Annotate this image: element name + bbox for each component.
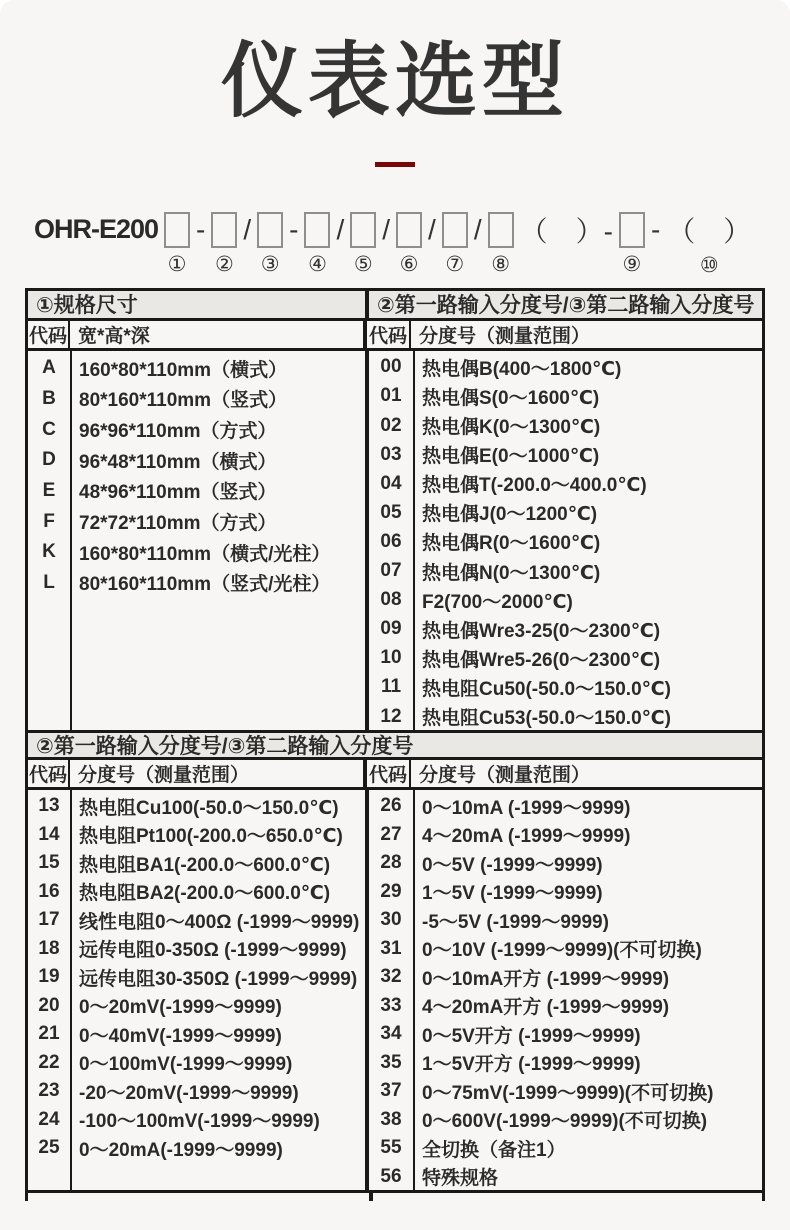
- model-code-box: [650, 211, 661, 249]
- table-row: [369, 877, 762, 906]
- model-code-token: [304, 211, 330, 277]
- table-row: [369, 586, 762, 615]
- table-row: [28, 934, 365, 963]
- model-code-token: [242, 211, 252, 278]
- row-desc: 0～10mA (-1999～9999): [422, 797, 631, 819]
- model-code-box: [442, 212, 468, 248]
- row-desc: 热电阻BA1(-200.0～600.0℃): [79, 854, 331, 876]
- model-code-box: [488, 212, 514, 248]
- row-code: 22: [38, 1051, 60, 1073]
- model-code-box: [666, 211, 752, 249]
- model-code-token: [211, 211, 237, 277]
- page-title: 仪表选型: [220, 36, 569, 127]
- table-row: [28, 792, 365, 821]
- row-desc: 160*80*110mm（横式）: [79, 359, 288, 381]
- row-code: 28: [380, 852, 402, 874]
- column-header-code: 代码: [367, 760, 411, 787]
- row-desc: 96*48*110mm（横式）: [79, 451, 277, 473]
- section2-column-header-row: [28, 760, 762, 790]
- row-desc: 0～20mA(-1999～9999): [79, 1139, 283, 1161]
- row-desc: 热电偶E(0～1000℃): [422, 446, 600, 468]
- row-code: 38: [380, 1108, 402, 1130]
- model-code-token: [195, 211, 206, 278]
- row-code: 55: [380, 1137, 402, 1159]
- table-row: [369, 1134, 762, 1163]
- column-divider: [70, 351, 72, 730]
- table-row: [28, 506, 365, 537]
- model-code-separator: /: [382, 213, 391, 245]
- row-desc: 80*160*110mm（竖式/光柱）: [79, 574, 331, 596]
- row-desc: 热电偶Wre5-26(0～2300℃): [422, 649, 661, 671]
- column-header-code: 代码: [367, 321, 411, 348]
- title-accent-dash: [375, 162, 415, 167]
- table-row: [369, 673, 762, 702]
- row-code: 16: [38, 880, 60, 902]
- model-code-token: [473, 211, 483, 278]
- table-row: [28, 1020, 365, 1049]
- row-desc: 热电阻Cu53(-50.0～150.0℃): [422, 708, 671, 729]
- column-header-size: 宽*高*深: [70, 321, 367, 348]
- row-code: 19: [38, 966, 60, 988]
- row-code: L: [43, 571, 55, 593]
- row-desc: 0～5V (-1999～9999): [422, 854, 603, 876]
- model-position-index: ⑨: [622, 252, 642, 276]
- table-row: [28, 445, 365, 476]
- table-row: [28, 877, 365, 906]
- row-desc: 0～20mV(-1999～9999): [79, 997, 282, 1019]
- row-code: 32: [380, 966, 402, 988]
- row-code: 03: [380, 443, 402, 465]
- row-code: 31: [380, 937, 402, 959]
- row-code: 33: [380, 994, 402, 1016]
- model-prefix: OHR-E200: [34, 214, 159, 245]
- row-desc: 热电偶B(400～1800℃): [422, 358, 622, 380]
- model-code-box: [396, 212, 422, 248]
- section1-right-header: ②第一路输入分度号/③第二路输入分度号: [377, 294, 755, 318]
- row-desc: 80*160*110mm（竖式）: [79, 390, 288, 412]
- next-section-border-stub: [762, 1193, 765, 1201]
- model-code-box: [304, 212, 330, 248]
- row-code: 17: [38, 909, 60, 931]
- row-code: 02: [380, 414, 402, 436]
- table-row: [28, 1134, 365, 1163]
- model-code-box: [473, 211, 483, 249]
- selection-table: [25, 288, 765, 1193]
- section1-column-header-row: [28, 321, 762, 351]
- table-row: [369, 1162, 762, 1190]
- row-desc: -20～20mV(-1999～9999): [79, 1082, 299, 1104]
- row-desc: 4～20mA开方 (-1999～9999): [422, 997, 670, 1019]
- row-code: 04: [380, 472, 402, 494]
- table-row: [369, 440, 762, 469]
- row-desc: F2(700～2000℃): [422, 591, 573, 613]
- row-code: 25: [38, 1137, 60, 1159]
- section2-body: [28, 790, 762, 1190]
- table-row: [369, 1020, 762, 1049]
- row-desc: 热电阻BA2(-200.0～600.0℃): [79, 883, 331, 905]
- row-desc: 0～40mV(-1999～9999): [79, 1025, 282, 1047]
- section1-right-pane: [369, 351, 762, 730]
- section1-body: [28, 351, 762, 730]
- row-desc: 热电偶S(0～1600℃): [422, 387, 600, 409]
- row-desc: 热电偶Wre3-25(0～2300℃): [422, 620, 661, 642]
- section1-left-pane: [28, 351, 369, 730]
- model-code-token: [650, 211, 661, 278]
- table-row: [369, 353, 762, 382]
- row-desc: 热电偶T(-200.0～400.0℃): [422, 475, 647, 497]
- model-code-separator: /: [336, 213, 345, 245]
- row-desc: 热电阻Cu50(-50.0～150.0℃): [422, 678, 671, 700]
- model-position-index: ⑧: [491, 252, 511, 276]
- model-position-index: ④: [308, 252, 327, 276]
- row-desc: 1～5V开方 (-1999～9999): [422, 1054, 641, 1076]
- table-row: [369, 615, 762, 644]
- row-desc: -100～100mV(-1999～9999): [79, 1111, 320, 1133]
- next-section-stub: [25, 1193, 765, 1201]
- table-row: [369, 527, 762, 556]
- model-code-token: [381, 211, 391, 278]
- column-divider: [413, 790, 415, 1190]
- model-position-index: ⑥: [399, 252, 419, 276]
- table-row: [369, 644, 762, 673]
- table-row: [369, 469, 762, 498]
- model-code-box: [211, 212, 237, 248]
- model-code-box: [619, 212, 645, 248]
- table-row: [369, 1077, 762, 1106]
- row-desc: 72*72*110mm（方式）: [79, 513, 277, 535]
- row-code: 21: [38, 1023, 60, 1045]
- model-code-separator: -: [650, 213, 661, 245]
- row-code: 20: [38, 994, 60, 1016]
- row-code: D: [42, 449, 56, 471]
- row-code: 07: [380, 560, 402, 582]
- model-code-token: [257, 211, 283, 277]
- row-code: E: [42, 479, 56, 501]
- table-row: [28, 991, 365, 1020]
- model-code-separator: /: [243, 213, 252, 245]
- row-code: K: [42, 541, 56, 563]
- row-code: 05: [380, 501, 402, 523]
- model-position-index: ⑩: [699, 253, 719, 277]
- model-code-token: [396, 211, 422, 277]
- table-row: [369, 702, 762, 730]
- model-code-box: [335, 211, 345, 249]
- row-desc: 热电偶J(0～1200℃): [422, 504, 598, 526]
- section2-header: ②第一路输入分度号/③第二路输入分度号: [36, 734, 414, 757]
- model-code-separator: /: [473, 213, 482, 245]
- model-code-token: [666, 211, 752, 278]
- row-desc: 远传电阻30-350Ω (-1999～9999): [79, 968, 358, 990]
- row-desc: 热电偶K(0～1300℃): [422, 417, 601, 439]
- model-code-box: [381, 211, 391, 249]
- model-code-tokens: [164, 211, 752, 278]
- column-header-range: 分度号（测量范围）: [419, 325, 591, 347]
- model-code-separator: -: [196, 213, 206, 245]
- model-position-index: ⑤: [353, 252, 373, 276]
- table-row: [28, 384, 365, 415]
- table-row: [369, 991, 762, 1020]
- model-code-token: [350, 211, 376, 277]
- table-row: [369, 934, 762, 963]
- table-row: [28, 1105, 365, 1134]
- section1-header-row: [28, 291, 762, 321]
- row-desc: 远传电阻0-350Ω (-1999～9999): [79, 940, 347, 962]
- row-desc: 0～5V开方 (-1999～9999): [422, 1025, 641, 1047]
- model-code-token: [164, 211, 190, 277]
- model-code-token: [427, 211, 437, 278]
- row-code: 14: [38, 823, 60, 845]
- row-code: C: [42, 418, 56, 440]
- row-desc: 热电阻Cu100(-50.0～150.0℃): [79, 797, 339, 819]
- row-desc: 热电阻Pt100(-200.0～650.0℃): [79, 826, 343, 848]
- model-code-separator: /: [428, 213, 436, 245]
- row-desc: 96*96*110mm（方式）: [79, 421, 277, 443]
- column-divider: [70, 790, 72, 1190]
- row-desc: -5～5V (-1999～9999): [422, 911, 609, 933]
- table-row: [28, 963, 365, 992]
- table-row: [28, 820, 365, 849]
- row-desc: 1～5V (-1999～9999): [422, 883, 603, 905]
- row-desc: 160*80*110mm（横式/光柱）: [79, 543, 331, 565]
- table-row: [369, 820, 762, 849]
- row-code: 11: [380, 676, 402, 698]
- model-code-separator: （ ）-: [519, 215, 613, 247]
- model-position-index: ③: [260, 252, 280, 276]
- table-row: [28, 906, 365, 935]
- table-row: [28, 476, 365, 507]
- model-position-index: ②: [214, 252, 234, 276]
- row-code: 56: [380, 1165, 402, 1187]
- row-code: 26: [380, 795, 402, 817]
- row-code: B: [42, 387, 56, 409]
- row-desc: 热电偶N(0～1300℃): [422, 562, 601, 584]
- model-code-token: [288, 211, 299, 278]
- model-code-box: [288, 211, 299, 249]
- model-position-index: ⑦: [445, 252, 465, 276]
- column-divider: [413, 351, 415, 730]
- table-row: [369, 849, 762, 878]
- row-code: 37: [380, 1080, 402, 1102]
- row-desc: 0～10V (-1999～9999)(不可切换): [422, 940, 702, 962]
- table-row: [28, 1048, 365, 1077]
- table-row: [369, 382, 762, 411]
- row-code: 30: [380, 909, 402, 931]
- section1-left-header: ①规格尺寸: [28, 291, 369, 318]
- row-code: A: [42, 357, 56, 379]
- row-desc: 0～10mA开方 (-1999～9999): [422, 968, 670, 990]
- row-code: 35: [380, 1051, 402, 1073]
- next-section-border-stub: [25, 1193, 28, 1201]
- row-desc: 线性电阻0～400Ω (-1999～9999): [79, 911, 360, 933]
- column-header-code: 代码: [28, 760, 70, 787]
- row-code: 23: [38, 1080, 60, 1102]
- row-desc: 0～600V(-1999～9999)(不可切换): [422, 1111, 708, 1133]
- row-desc: 4～20mA (-1999～9999): [422, 826, 631, 848]
- column-header-range: 分度号（测量范围）: [419, 764, 591, 786]
- model-code-separator: （ ）: [667, 215, 752, 247]
- table-row: [28, 849, 365, 878]
- model-code-token: [335, 211, 345, 278]
- row-code: F: [43, 510, 55, 532]
- model-code-line: [34, 211, 790, 278]
- model-position-index: ①: [167, 252, 187, 276]
- row-desc: 48*96*110mm（竖式）: [79, 482, 277, 504]
- row-desc: 0～100mV(-1999～9999): [79, 1054, 293, 1076]
- row-code: 13: [38, 795, 60, 817]
- row-code: 18: [38, 937, 60, 959]
- table-row: [28, 353, 365, 384]
- model-code-box: [350, 212, 376, 248]
- row-code: 24: [38, 1108, 60, 1130]
- row-desc: 全切换（备注1）: [422, 1139, 566, 1161]
- model-code-token: [488, 211, 514, 277]
- table-row: [369, 498, 762, 527]
- model-code-token: [619, 211, 645, 277]
- table-row: [369, 906, 762, 935]
- model-code-box: [427, 211, 437, 249]
- table-row: [369, 1048, 762, 1077]
- row-code: 27: [380, 823, 402, 845]
- row-desc: 0～75mV(-1999～9999)(不可切换): [422, 1082, 714, 1104]
- column-header-range: 分度号（测量范围）: [70, 760, 367, 787]
- row-code: 08: [380, 589, 402, 611]
- model-code-token: [442, 211, 468, 277]
- table-row: [28, 537, 365, 568]
- table-row: [369, 1105, 762, 1134]
- table-row: [28, 414, 365, 445]
- model-code-box: [519, 211, 614, 249]
- row-desc: 热电偶R(0～1600℃): [422, 533, 601, 555]
- section2-right-pane: [369, 790, 762, 1190]
- model-code-box: [195, 211, 206, 249]
- model-code-separator: -: [289, 213, 299, 245]
- row-code: 06: [380, 530, 402, 552]
- next-section-border-stub: [369, 1193, 373, 1201]
- row-code: 12: [380, 705, 402, 727]
- table-row: [28, 568, 365, 599]
- row-code: 29: [380, 880, 402, 902]
- section2-left-pane: [28, 790, 369, 1190]
- row-code: 10: [380, 647, 402, 669]
- table-row: [369, 792, 762, 821]
- table-row: [369, 556, 762, 585]
- row-code: 09: [380, 618, 402, 640]
- row-code: 15: [38, 852, 60, 874]
- row-code: 34: [380, 1023, 402, 1045]
- section2-header-row: [28, 730, 762, 760]
- row-desc: 特殊规格: [422, 1168, 499, 1190]
- table-row: [369, 411, 762, 440]
- row-code: 00: [380, 356, 402, 378]
- column-header-code: 代码: [28, 321, 70, 348]
- model-code-box: [242, 211, 252, 249]
- model-code-box: [257, 212, 283, 248]
- model-code-box: [164, 212, 190, 248]
- table-row: [28, 1077, 365, 1106]
- row-code: 01: [380, 385, 402, 407]
- table-row: [369, 963, 762, 992]
- model-code-token: [519, 211, 614, 278]
